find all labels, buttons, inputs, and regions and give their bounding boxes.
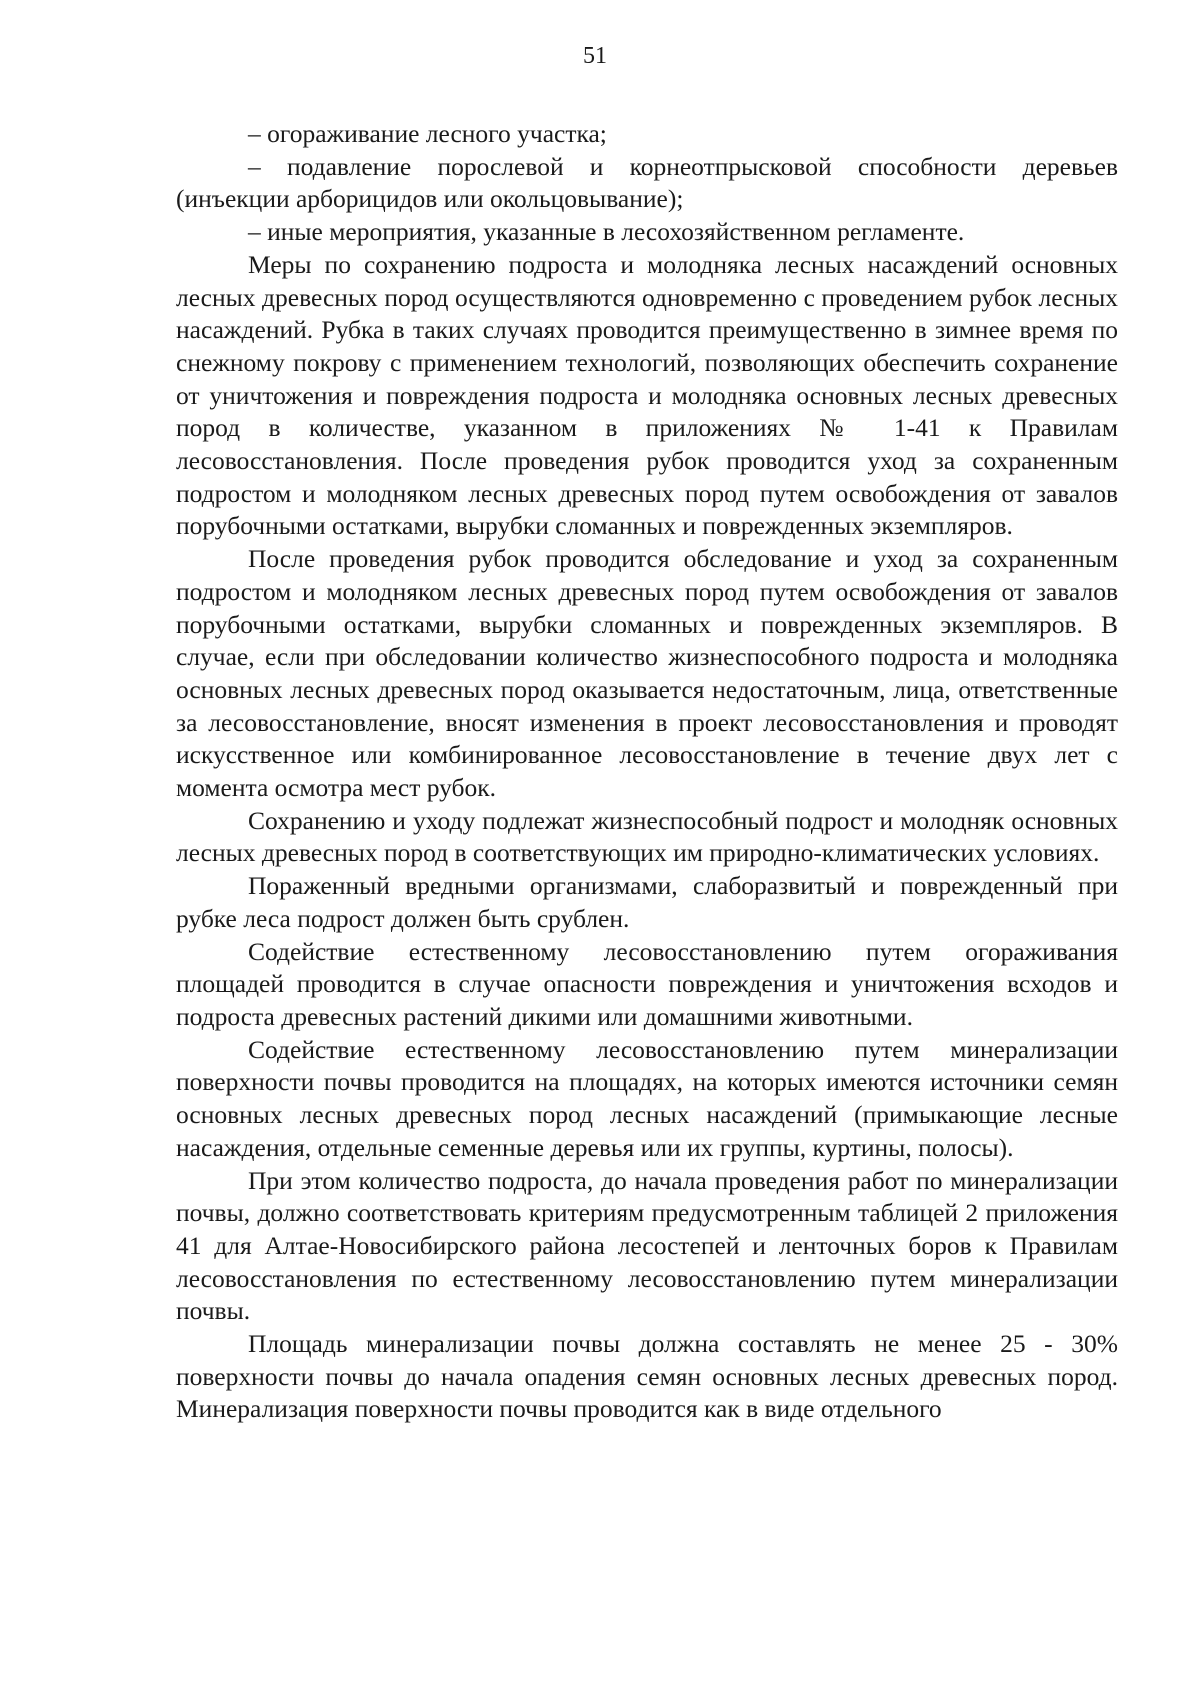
paragraph-undergrowth-criteria: При этом количество подроста, до начала проведения работ по минерализации почвы, должно соответствовать критериям предусмотренным таблицей 2 приложения 41 для Алтае-Новосибирского района лесостепей и ленточных боров к Правилам лесовосстановления по естественному лесовосстановлению путем минерализации почвы. xyxy=(176,1165,1118,1326)
document-body xyxy=(176,118,1118,1426)
paragraph-care-requirements: Сохранению и уходу подлежат жизнеспособный подрост и молодняк основных лесных древесных пород в соответствующих им природно-климатических условиях. xyxy=(176,805,1118,868)
list-item-other-measures: – иные мероприятия, указанные в лесохозяйственном регламенте. xyxy=(248,217,965,247)
list-item-fencing: – огораживание лесного участка; xyxy=(248,119,607,148)
page-number: 51 xyxy=(583,43,607,69)
paragraph-damaged-undergrowth: Пораженный вредными организмами, слаборазвитый и поврежденный при рубке леса подрост должен быть срублен. xyxy=(176,871,1118,933)
paragraph-fencing-assistance: Содействие естественному лесовосстановлению путем огораживания площадей проводится в случае опасности повреждения и уничтожения всходов и подроста древесных растений дикими или домашними животными. xyxy=(176,936,1118,1031)
paragraph-preservation-measures: Меры по сохранению подроста и молодняка лесных насаждений основных лесных древесных пород осуществляются одновременно с проведением рубок лесных насаждений. Рубка в таких случаях проводится преимущественно в зимнее время по снежному покрову с применением технологий, позволяющих обеспечить сохранение от уничтожения и повреждения подроста и молодняка основных лесных древесных пород в количестве, указанном в приложениях № 1-41 к Правилам лесовосстановления. После проведения рубок проводится уход за сохраненным подростом и молодняком лесных древесных пород путем освобождения от завалов порубочными остатками, вырубки сломанных и поврежденных экземпляров. xyxy=(176,249,1118,541)
paragraph-mineralization-assistance: Содействие естественному лесовосстановлению путем минерализации поверхности почвы проводится на площадях, на которых имеются источники семян основных лесных древесных пород лесных насаждений (примыкающие лесные насаждения, отдельные семенные деревья или их группы, куртины, полосы). xyxy=(176,1034,1118,1162)
paragraph-post-felling-inspection: После проведения рубок проводится обследование и уход за сохраненным подростом и молодняком лесных древесных пород путем освобождения от завалов порубочными остатками, вырубки сломанных и поврежденных экземпляров. В случае, если при обследовании количество жизнеспособного подроста и молодняка основных лесных древесных пород оказывается недостаточным, лица, ответственные за лесовосстановление, вносят изменения в проект лесовосстановления и проводят искусственное или комбинированное лесовосстановление в течение двух лет с момента осмотра мест рубок. xyxy=(176,544,1118,803)
list-item-suppression: – подавление порослевой и корнеотпрысковой способности деревьев (инъекции арборицидов или окольцовывание); xyxy=(176,151,1118,214)
paragraph-mineralization-area: Площадь минерализации почвы должна составлять не менее 25 - 30% поверхности почвы до начала опадения семян основных лесных древесных пород. Минерализация поверхности почвы проводится как в виде отдельного xyxy=(176,1329,1118,1424)
